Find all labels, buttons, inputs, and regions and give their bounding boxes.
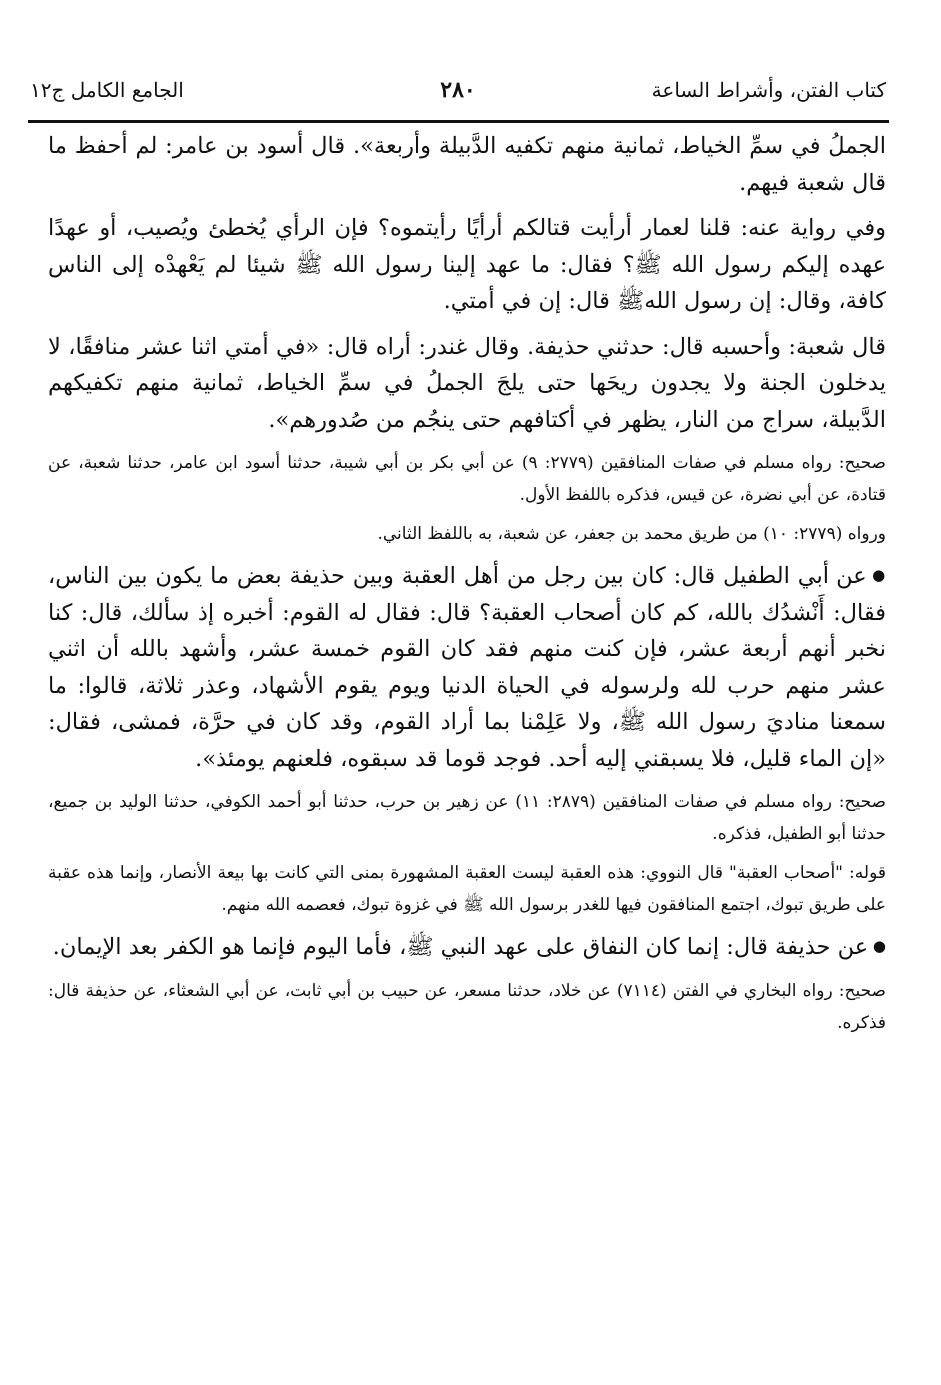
takhrij-note: صحيح: رواه مسلم في صفات المنافقين (٢٧٧٩: ٩) عن أبي بكر بن أبي شيبة، حدثنا أسود ابن عامر، حدثنا شعبة، عن قتادة، عن أبي نضرة، عن قيس، فذكره باللفظ الأول.	[48, 453, 886, 505]
takhrij-note: صحيح: رواه مسلم في صفات المنافقين (٢٨٧٩: ١١) عن زهير بن حرب، حدثنا أبو أحمد الكوفي، حدثنا الوليد بن جميع، حدثنا أبو الطفيل، فذكره.	[48, 792, 886, 844]
takhrij-note: صحيح: رواه البخاري في الفتن (٧١١٤) عن خلاد، حدثنا مسعر، عن حبيب بن أبي ثابت، عن أبي الشعثاء، عن حذيفة قال: فذكره.	[48, 980, 886, 1033]
hadith-text: قال شعبة: وأحسبه قال: حدثني حذيفة. وقال غندر: أراه قال: «في أمتي اثنا عشر منافقًا، لا يدخلون الجنة ولا يجدون ريحَها حتى يلجَ الجملُ في سمِّ الخياط، ثمانية منهم تكفيكهم الدَّبيلة، سراج من النار، يظهر في أكتافهم حتى ينجُم من صُدورهم».	[48, 333, 886, 433]
page-body	[48, 128, 886, 1046]
running-header	[30, 70, 886, 110]
hadith-text: ● عن أبي الطفيل قال: كان بين رجل من أهل العقبة وبين حذيفة بعض ما يكون بين الناس، فقال: أَنْشدُك بالله، كم كان أصحاب العقبة؟ قال: فقال له القوم: أخبره إذ سألك، قال: كنا نخبر أنهم أربعة عشر، فإن كنت منهم فقد كان القوم خمسة عشر، وأشهد بالله أن اثني عشر منهم حرب لله ولرسوله في الحياة الدنيا ويوم يقوم الأشهاد، وعذر ثلاثة، قالوا: ما سمعنا مناديَ رسول الله ﷺ، ولا عَلِمْنا بما أراد القوم، وقد كان في حرَّة، فمشى، فقال: «إن الماء قليل، فلا يسبقني إليه أحد. فوجد قوما قد سبقوه، فلعنهم يومئذ».	[48, 557, 886, 777]
hadith-text: الجملُ في سمِّ الخياط، ثمانية منهم تكفيه الدَّبيلة وأربعة». قال أسود بن عامر: لم أحفظ ما قال شعبة فيهم.	[48, 133, 886, 196]
commentary-note: قوله: "أصحاب العقبة" قال النووي: هذه العقبة ليست العقبة المشهورة بمنى التي كانت بها بيعة الأنصار، وإنما هذه عقبة على طريق تبوك، اجتمع المنافقون فيها للغدر برسول الله ﷺ في غزوة تبوك، فعصمه الله منهم.	[48, 863, 886, 915]
header-rule	[28, 120, 889, 123]
book-title: كتاب الفتن، وأشراط الساعة	[651, 78, 886, 102]
collection-title: الجامع الكامل ج١٢	[30, 78, 184, 102]
page-number: ٢٨٠	[440, 77, 476, 103]
hadith-text: وفي رواية عنه: قلنا لعمار أرأيت قتالكم أرأيًا رأيتموه؟ فإن الرأي يُخطئ ويُصيب، أو عهدًا عهده إليكم رسول الله ﷺ؟ فقال: ما عهد إلينا رسول الله ﷺ شيئا لم يَعْهدْه إلى الناس كافة، وقال: إن رسول اللهﷺ قال: إن في أمتي.	[48, 215, 886, 314]
takhrij-note: ورواه (٢٧٧٩: ١٠) من طريق محمد بن جعفر، عن شعبة، به باللفظ الثاني.	[377, 524, 886, 544]
hadith-text: ● عن حذيفة قال: إنما كان النفاق على عهد النبي ﷺ، فأما اليوم فإنما هو الكفر بعد الإيمان.	[48, 928, 886, 966]
